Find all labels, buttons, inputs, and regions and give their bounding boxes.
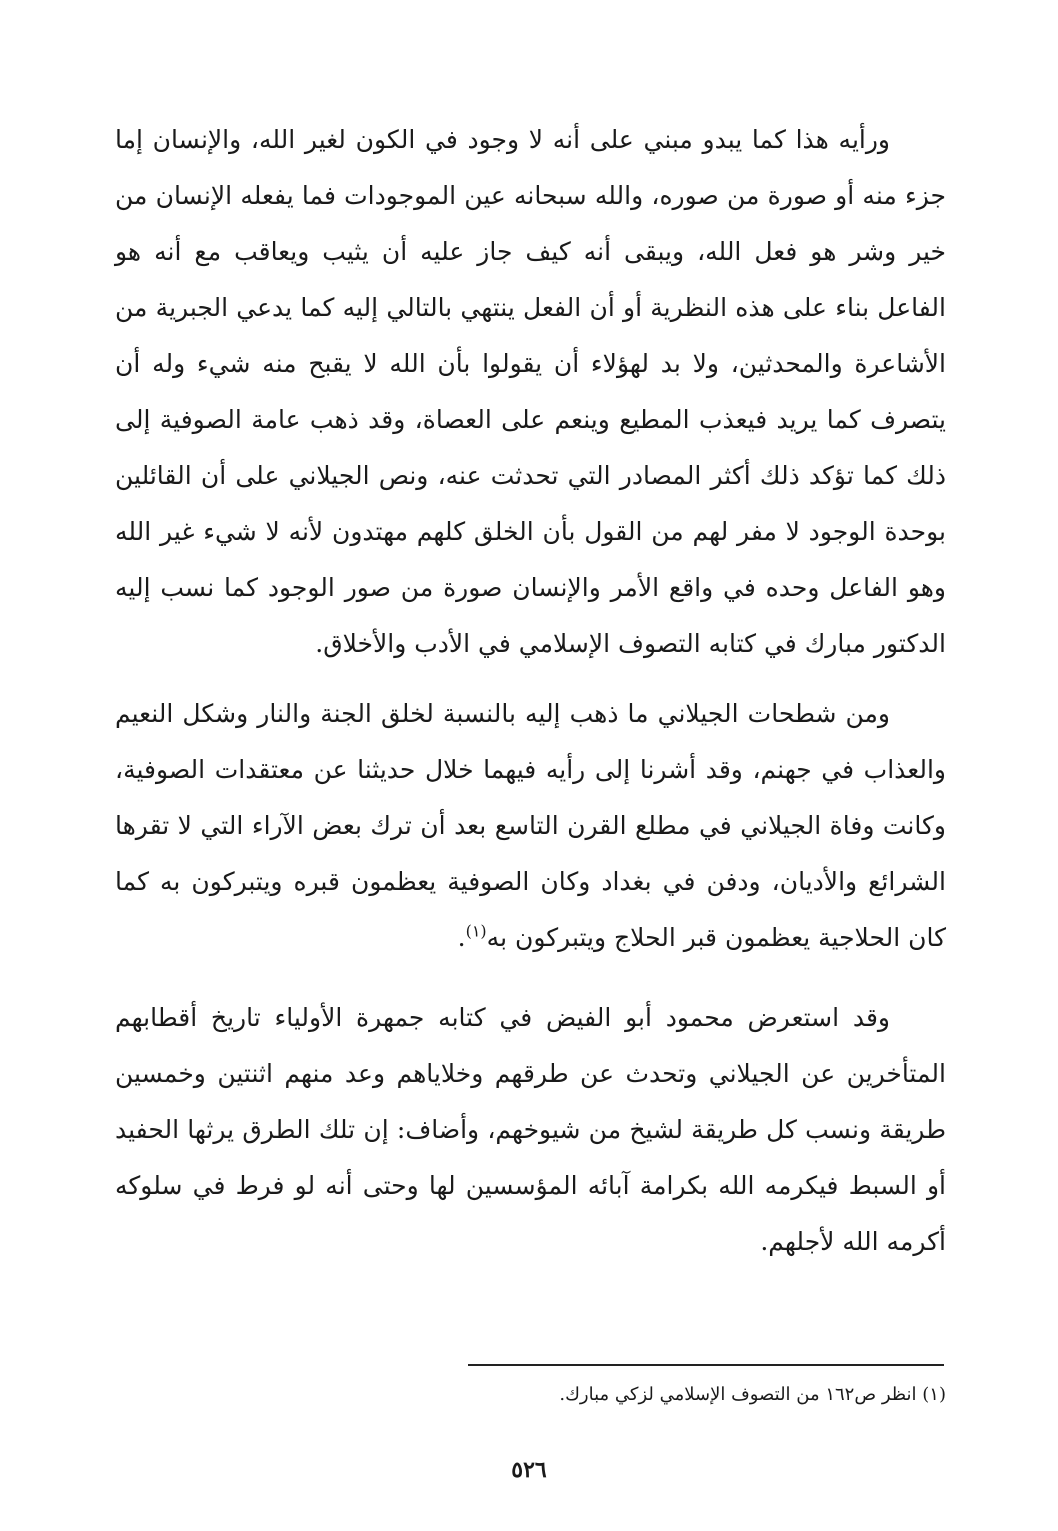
paragraph-2-end: . (457, 923, 466, 952)
paragraph-3-text: وقد استعرض محمود أبو الفيض في كتابه جمهرة الأولياء تاريخ أقطابهم المتأخرين عن الجيلاني وتحدث عن طرقهم وخلاياهم وعد منهم اثنتين وخمسين طريقة ونسب كل طريقة لشيخ من شيوخهم، وأضاف: إن تلك الطرق يرثها الحفيد أو السبط فيكرمه الله بكرامة آبائه المؤسسين لها وحتى أنه لو فرط في سلوكه أكرمه الله لأجلهم. (115, 1003, 946, 1256)
footnote (115, 1380, 946, 1410)
footnote-reference: (١) (465, 921, 487, 941)
footnote-divider (468, 1364, 944, 1366)
page-number: ٥٢٦ (511, 1457, 547, 1483)
footnote-text: (١) انظر ص١٦٢ من التصوف الإسلامي لزكي مبارك. (559, 1384, 946, 1405)
paragraph-1-text: ورأيه هذا كما يبدو مبني على أنه لا وجود في الكون لغير الله، والإنسان إما جزء منه أو صورة من صوره، والله سبحانه عين الموجودات فما يفعله الإنسان من خير وشر هو فعل الله، ويبقى أنه كيف جاز عليه أن يثيب ويعاقب مع أنه هو الفاعل بناء على هذه النظرية أو أن الفعل ينتهي بالتالي إليه كما يدعي الجبرية من الأشاعرة والمحدثين، ولا بد لهؤلاء أن يقولوا بأن الله لا يقبح منه شيء وله أن يتصرف كما يريد فيعذب المطيع وينعم على العصاة، وقد ذهب عامة الصوفية إلى ذلك كما تؤكد ذلك أكثر المصادر التي تحدثت عنه، ونص الجيلاني على أن القائلين بوحدة الوجود لا مفر لهم من القول بأن الخلق كلهم مهتدون لأنه لا شيء غير الله وهو الفاعل وحده في واقع الأمر والإنسان صورة من صور الوجود كما نسب إليه الدكتور مبارك في كتابه التصوف الإسلامي في الأدب والأخلاق. (115, 125, 946, 658)
paragraph-3 (115, 990, 946, 1270)
main-text (115, 112, 946, 1270)
paragraph-2-text: ومن شطحات الجيلاني ما ذهب إليه بالنسبة لخلق الجنة والنار وشكل النعيم والعذاب في جهنم، وقد أشرنا إلى رأيه فيهما خلال حديثنا عن معتقدات الصوفية، وكانت وفاة الجيلاني في مطلع القرن التاسع بعد أن ترك بعض الآراء التي لا تقرها الشرائع والأديان، ودفن في بغداد وكان الصوفية يعظمون قبره ويتبركون به كما كان الحلاجية يعظمون قبر الحلاج ويتبركون به (115, 699, 946, 952)
paragraph-1 (115, 112, 946, 672)
paragraph-2 (115, 686, 946, 966)
